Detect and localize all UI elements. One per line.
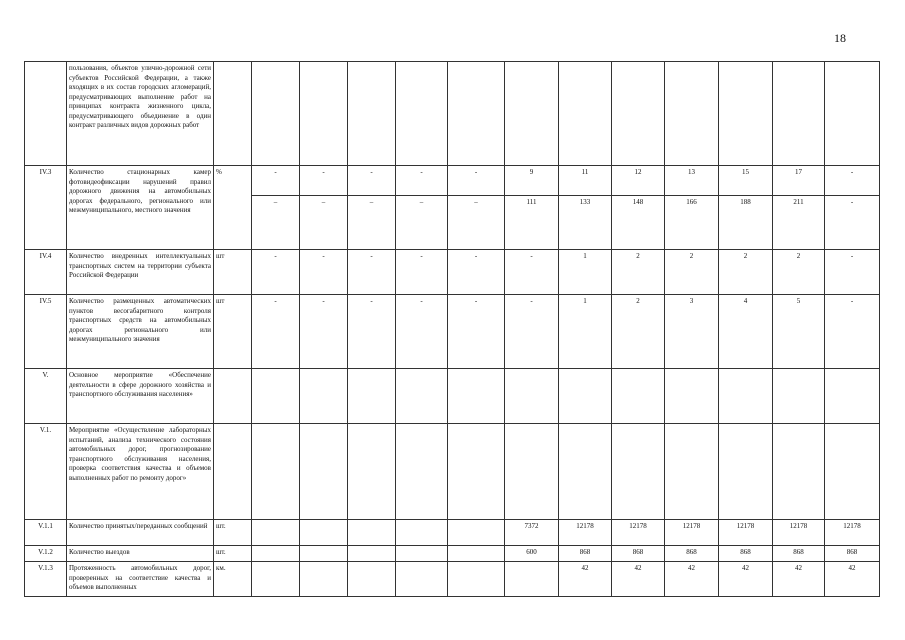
value-cell — [825, 424, 880, 520]
value-cell: 211 — [773, 196, 825, 250]
value-cell: 12178 — [825, 520, 880, 546]
row-unit — [214, 369, 252, 424]
value-cell — [612, 424, 665, 520]
value-cell — [252, 546, 300, 562]
value-cell — [448, 520, 505, 546]
value-cell: 1 — [559, 295, 612, 369]
row-unit: шт. — [214, 520, 252, 546]
value-cell — [448, 369, 505, 424]
row-unit: шт. — [214, 546, 252, 562]
value-cell: 12178 — [773, 520, 825, 546]
value-cell — [773, 369, 825, 424]
value-cell: - — [825, 196, 880, 250]
value-cell: - — [825, 295, 880, 369]
value-cell: 166 — [665, 196, 719, 250]
row-code: V. — [25, 369, 67, 424]
value-cell: 3 — [665, 295, 719, 369]
row-code: V.1.3 — [25, 562, 67, 597]
value-cell: 17 — [773, 166, 825, 196]
value-cell: 148 — [612, 196, 665, 250]
value-cell: 2 — [665, 250, 719, 295]
value-cell — [396, 62, 448, 166]
value-cell: - — [348, 250, 396, 295]
value-cell: 15 — [719, 166, 773, 196]
value-cell — [719, 62, 773, 166]
value-cell — [252, 369, 300, 424]
value-cell — [348, 546, 396, 562]
row-name: Мероприятие «Осуществление лабораторных испытаний, анализа технического состояния автомобильных дорог, прогнозирование транспортного обслуживания населения, проверка соответствия качества и объемов выполненных работ по ремонту дорог» — [67, 424, 214, 520]
value-cell: 868 — [665, 546, 719, 562]
table-row — [25, 295, 880, 369]
value-cell — [396, 562, 448, 597]
value-cell — [505, 562, 559, 597]
value-cell: - — [448, 295, 505, 369]
row-name: Количество размещенных автоматических пунктов весогабаритного контроля транспортных средств на автомобильных дорогах регионального или межмуниципального значения — [67, 295, 214, 369]
value-cell — [252, 520, 300, 546]
table-row — [25, 369, 880, 424]
table-row — [25, 166, 880, 196]
value-cell — [252, 424, 300, 520]
table-row — [25, 62, 880, 166]
value-cell: - — [505, 250, 559, 295]
value-cell: - — [252, 166, 300, 196]
value-cell — [300, 562, 348, 597]
value-cell: 42 — [719, 562, 773, 597]
value-cell — [300, 546, 348, 562]
value-cell: – — [396, 196, 448, 250]
value-cell — [665, 369, 719, 424]
value-cell — [448, 424, 505, 520]
value-cell: 600 — [505, 546, 559, 562]
value-cell: 868 — [612, 546, 665, 562]
row-name: Количество выездов — [67, 546, 214, 562]
value-cell: 42 — [825, 562, 880, 597]
value-cell — [505, 62, 559, 166]
value-cell — [612, 62, 665, 166]
table-row — [25, 250, 880, 295]
row-name: Количество стационарных камер фотовидеофиксации нарушений правил дорожного движения на автомобильных дорогах федерального, регионального или межмуниципального, местного значения — [67, 166, 214, 250]
value-cell — [396, 369, 448, 424]
value-cell — [773, 62, 825, 166]
value-cell: 5 — [773, 295, 825, 369]
row-unit — [214, 62, 252, 166]
value-cell: 12178 — [559, 520, 612, 546]
value-cell — [252, 562, 300, 597]
value-cell — [559, 62, 612, 166]
value-cell: - — [348, 295, 396, 369]
value-cell: 42 — [665, 562, 719, 597]
value-cell — [559, 369, 612, 424]
value-cell: - — [252, 295, 300, 369]
row-code: V.1. — [25, 424, 67, 520]
row-name: пользования, объектов улично-дорожной сети субъектов Российской Федерации, а также входящих в их состав городских агломераций, предусматривающих выполнение работ на принципах контракта жизненного цикла, предусматривающего объединение в один контракт различных видов дорожных работ — [67, 62, 214, 166]
row-unit — [214, 424, 252, 520]
value-cell: 868 — [825, 546, 880, 562]
row-name: Количество принятых/переданных сообщений — [67, 520, 214, 546]
value-cell: 42 — [773, 562, 825, 597]
value-cell: - — [505, 295, 559, 369]
value-cell: 111 — [505, 196, 559, 250]
value-cell — [300, 369, 348, 424]
value-cell — [252, 62, 300, 166]
value-cell — [665, 424, 719, 520]
row-code: IV.5 — [25, 295, 67, 369]
value-cell: - — [396, 250, 448, 295]
value-cell: - — [396, 295, 448, 369]
value-cell: – — [252, 196, 300, 250]
value-cell: 133 — [559, 196, 612, 250]
row-code: V.1.2 — [25, 546, 67, 562]
value-cell: 188 — [719, 196, 773, 250]
value-cell — [505, 369, 559, 424]
table-row — [25, 520, 880, 546]
value-cell: 11 — [559, 166, 612, 196]
value-cell — [825, 62, 880, 166]
indicators-table — [24, 61, 880, 597]
value-cell: 868 — [559, 546, 612, 562]
value-cell: 12178 — [719, 520, 773, 546]
value-cell — [396, 424, 448, 520]
value-cell: - — [396, 166, 448, 196]
value-cell — [300, 520, 348, 546]
value-cell: 2 — [773, 250, 825, 295]
table-row — [25, 562, 880, 597]
value-cell: - — [252, 250, 300, 295]
value-cell — [665, 62, 719, 166]
table-row — [25, 424, 880, 520]
value-cell: 4 — [719, 295, 773, 369]
value-cell: - — [448, 250, 505, 295]
value-cell: 42 — [559, 562, 612, 597]
value-cell: – — [348, 196, 396, 250]
row-name: Протяженность автомобильных дорог, проверенных на соответствие качества и объемов выполненных — [67, 562, 214, 597]
value-cell: 2 — [612, 250, 665, 295]
value-cell: 1 — [559, 250, 612, 295]
value-cell — [559, 424, 612, 520]
value-cell: – — [300, 196, 348, 250]
value-cell: - — [300, 295, 348, 369]
row-code: V.1.1 — [25, 520, 67, 546]
value-cell: - — [448, 166, 505, 196]
value-cell: 2 — [612, 295, 665, 369]
value-cell: 868 — [719, 546, 773, 562]
value-cell: - — [300, 166, 348, 196]
row-code: IV.3 — [25, 166, 67, 250]
value-cell: - — [825, 250, 880, 295]
value-cell: - — [300, 250, 348, 295]
value-cell — [773, 424, 825, 520]
row-name: Количество внедренных интеллектуальных транспортных систем на территории субъекта Российской Федерации — [67, 250, 214, 295]
value-cell — [448, 546, 505, 562]
value-cell — [448, 62, 505, 166]
value-cell: - — [825, 166, 880, 196]
value-cell — [719, 369, 773, 424]
value-cell: - — [348, 166, 396, 196]
value-cell — [396, 520, 448, 546]
value-cell: 13 — [665, 166, 719, 196]
table-row — [25, 546, 880, 562]
row-unit: % — [214, 166, 252, 250]
page-number: 18 — [834, 31, 846, 45]
value-cell — [448, 562, 505, 597]
value-cell — [825, 369, 880, 424]
value-cell: 12178 — [612, 520, 665, 546]
value-cell: – — [448, 196, 505, 250]
row-name: Основное мероприятие «Обеспечение деятельности в сфере дорожного хозяйства и транспортного обслуживания населения» — [67, 369, 214, 424]
value-cell — [396, 546, 448, 562]
value-cell: 868 — [773, 546, 825, 562]
value-cell — [348, 520, 396, 546]
value-cell: 12 — [612, 166, 665, 196]
value-cell — [348, 369, 396, 424]
value-cell — [300, 424, 348, 520]
value-cell — [348, 562, 396, 597]
value-cell: 2 — [719, 250, 773, 295]
value-cell — [348, 424, 396, 520]
row-code: IV.4 — [25, 250, 67, 295]
value-cell: 9 — [505, 166, 559, 196]
value-cell — [505, 424, 559, 520]
row-code — [25, 62, 67, 166]
value-cell — [348, 62, 396, 166]
value-cell: 42 — [612, 562, 665, 597]
row-unit: шт — [214, 295, 252, 369]
row-unit: шт — [214, 250, 252, 295]
value-cell: 12178 — [665, 520, 719, 546]
row-unit: км. — [214, 562, 252, 597]
value-cell: 7372 — [505, 520, 559, 546]
value-cell — [300, 62, 348, 166]
value-cell — [612, 369, 665, 424]
value-cell — [719, 424, 773, 520]
